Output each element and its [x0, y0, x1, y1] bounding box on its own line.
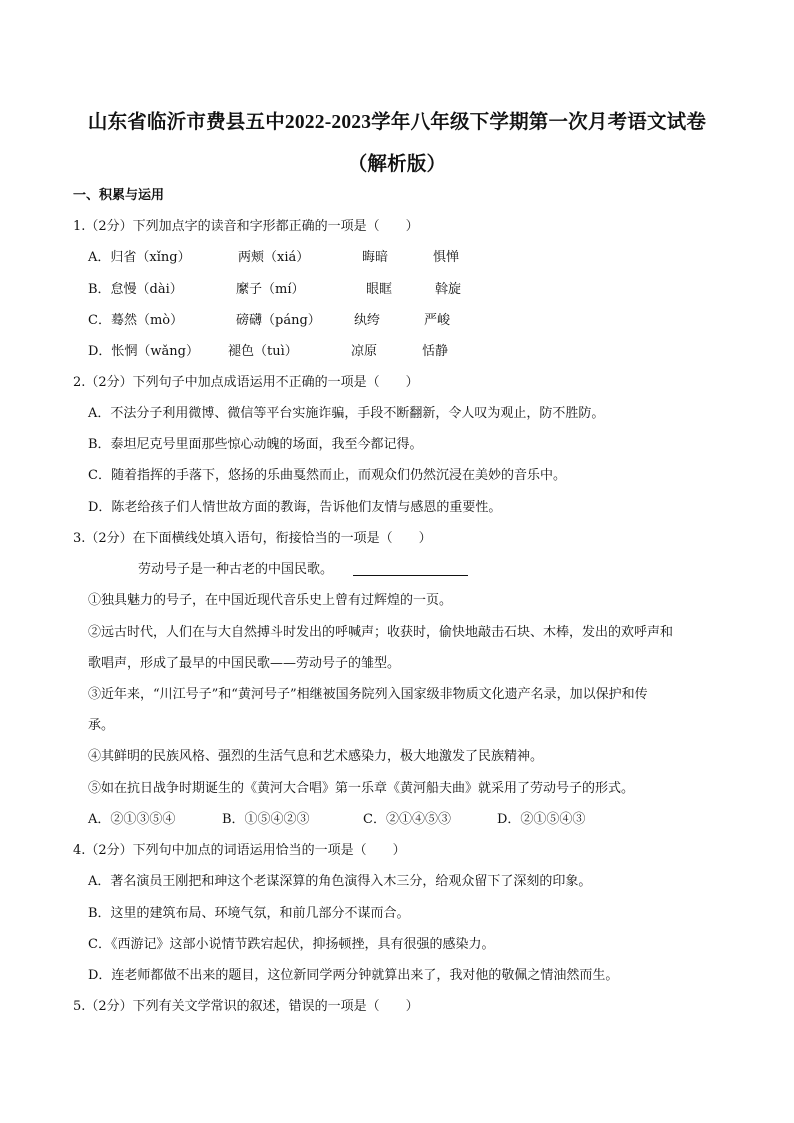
q4-option-b: B．这里的建筑布局、环境气氛，和前几部分不谋而合。	[88, 906, 410, 921]
q3-sentence-4: ④其鲜明的民族风格、强烈的生活气息和艺术感染力，极大地激发了民族精神。	[88, 749, 544, 764]
q1-option-d-3: 凉原	[351, 344, 378, 359]
q3-sentence-5: ⑤如在抗日战争时期诞生的《黄河大合唱》第一乐章《黄河船夫曲》就采用了劳动号子的形式。	[88, 781, 635, 796]
q1-option-c-4: 严峻	[424, 313, 451, 328]
q2-option-d: D．陈老给孩子们人情世故方面的教诲，告诉他们友情与感恩的重要性。	[88, 500, 502, 515]
q1-option-a-3: 晦暗	[362, 250, 389, 265]
question-2-stem: 2.（2分）下列句子中加点成语运用不正确的一项是（ ）	[73, 375, 419, 390]
q1-option-c-3: 纨绔	[354, 313, 381, 328]
q1-option-d-1: D．怅惘（wǎng）	[88, 344, 199, 359]
q3-option-d: D．②①⑤④③	[497, 812, 586, 827]
q3-sentence-3: ③近年来，“川江号子”和“黄河号子”相继被国务院列入国家级非物质文化遗产名录，加以保护和传	[88, 687, 648, 702]
section-heading: 一、积累与运用	[73, 188, 165, 203]
q3-option-c: C．②①④⑤③	[363, 812, 451, 827]
q3-option-a: A．②①③⑤④	[88, 812, 176, 827]
q3-sentence-2: ②远古时代，人们在与大自然搏斗时发出的呼喊声；收获时，偷快地敲击石块、木棒，发出的欢呼声和	[88, 625, 674, 640]
q1-option-d-4: 恬静	[422, 344, 449, 359]
question-3-stem: 3.（2分）在下面横线处填入语句，衔接恰当的一项是（ ）	[73, 531, 432, 546]
q3-sentence-2-cont: 歌唱声，形成了最早的中国民歌——劳动号子的雏型。	[88, 656, 401, 671]
q3-sentence-1: ①独具魅力的号子，在中国近现代音乐史上曾有过辉煌的一页。	[88, 593, 453, 608]
q1-option-c-2: 磅礴（páng）	[236, 313, 321, 328]
q4-option-a: A．著名演员王刚把和珅这个老谋深算的角色演得入木三分，给观众留下了深刻的印象。	[88, 874, 592, 889]
question-1-stem: 1.（2分）下列加点字的读音和字形都正确的一项是（ ）	[73, 219, 419, 234]
q3-option-b: B．①⑤④②③	[222, 812, 310, 827]
q3-lead-sentence: 劳动号子是一种古老的中国民歌。	[138, 562, 334, 577]
q3-sentence-3-cont: 承。	[88, 718, 115, 733]
q2-option-b: B．泰坦尼克号里面那些惊心动魄的场面，我至今都记得。	[88, 437, 423, 452]
q2-option-a: A．不法分子利用微博、微信等平台实施诈骗，手段不断翻新，令人叹为观止，防不胜防。	[88, 406, 605, 421]
page-subtitle: （解析版）	[347, 154, 447, 175]
page-title: 山东省临沂市费县五中2022-2023学年八年级下学期第一次月考语文试卷	[87, 112, 707, 133]
q1-option-a-2: 两颊（xiá）	[238, 250, 310, 265]
q1-option-b-4: 斡旋	[435, 282, 462, 297]
q4-option-d: D．连老师都做不出来的题目，这位新同学两分钟就算出来了，我对他的敬佩之情油然而生。	[88, 968, 619, 983]
q1-option-c-1: C．蓦然（mò）	[88, 313, 184, 328]
question-5-stem: 5.（2分）下列有关文学常识的叙述，错误的一项是（ ）	[73, 999, 419, 1014]
q1-option-b-2: 縻子（mí）	[236, 282, 305, 297]
q1-option-a-1: A．归省（xǐng）	[88, 250, 191, 265]
answer-blank	[353, 575, 468, 576]
q1-option-d-2: 褪色（tuì）	[228, 344, 298, 359]
question-4-stem: 4.（2分）下列句中加点的词语运用恰当的一项是（ ）	[73, 843, 406, 858]
q2-option-c: C．随着指挥的手落下，悠扬的乐曲戛然而止，而观众们仍然沉浸在美妙的音乐中。	[88, 468, 566, 483]
q1-option-a-4: 惧惮	[433, 250, 460, 265]
q1-option-b-1: B．怠慢（dài）	[88, 282, 183, 297]
q1-option-b-3: 眼眶	[366, 282, 393, 297]
q4-option-c: C．《西游记》这部小说情节跌宕起伏，抑扬顿挫，具有很强的感染力。	[88, 937, 495, 952]
